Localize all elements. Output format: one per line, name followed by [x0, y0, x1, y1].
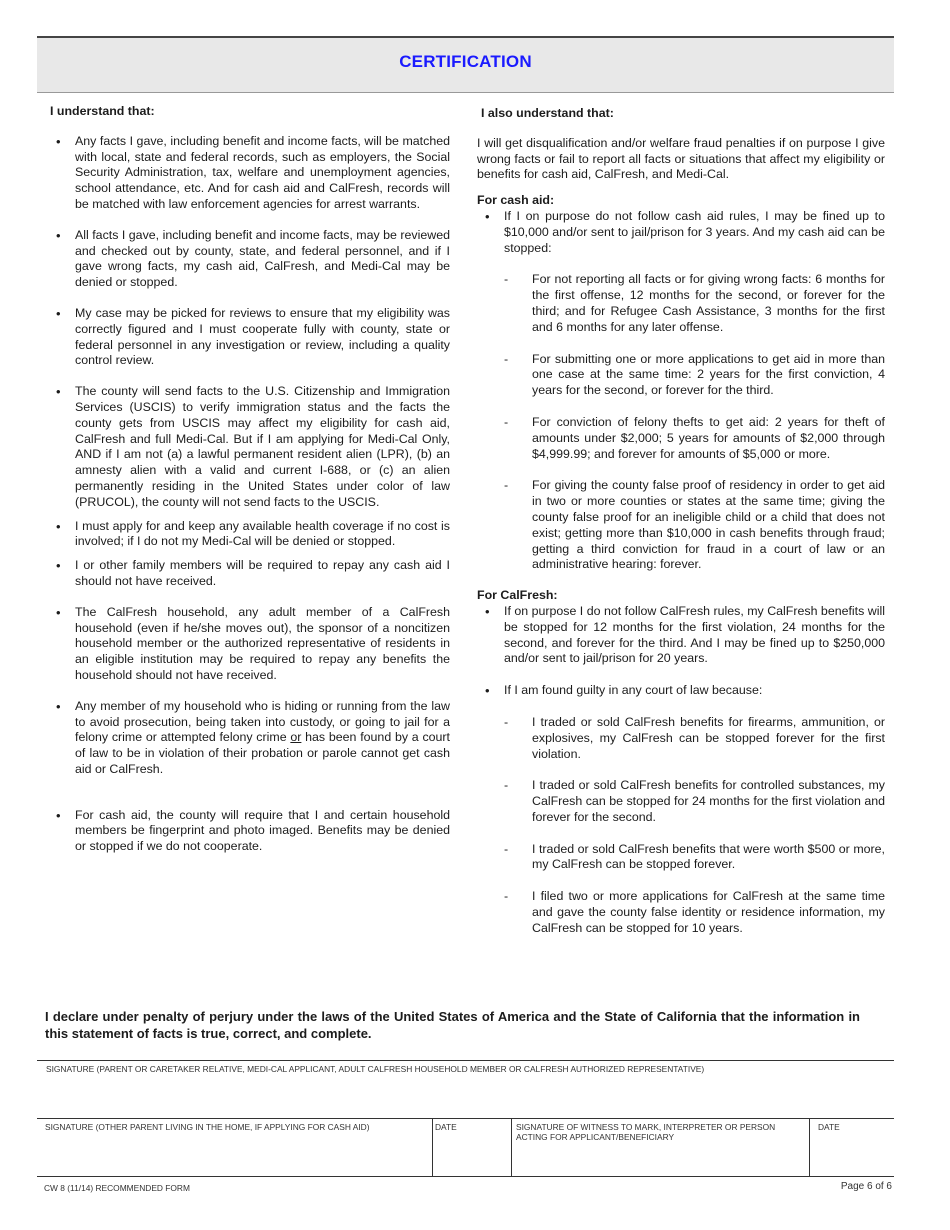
witness-date-label: DATE: [818, 1122, 840, 1132]
list-item-felony: [50, 699, 450, 778]
cash-aid-dash-list: [504, 272, 885, 573]
dash-item: - For submitting one or more applications to get aid in more than one case at the same time: 2 years for the first conviction, 4 years for the second, or forever for the third.: [504, 352, 885, 399]
right-intro: I will get disqualification and/or welfare fraud penalties if on purpose I give wrong facts or fail to report all facts or situations that affect my eligibility or benefits for cash aid, CalFresh, and Medi-Cal.: [477, 135, 885, 182]
list-item: [477, 683, 885, 937]
dash-item: - I traded or sold CalFresh benefits for controlled substances, my CalFresh can be stopped for 24 months for the first violation and forever for the second.: [504, 778, 885, 825]
signature-row: [37, 1118, 894, 1177]
cash-aid-heading: For cash aid:: [477, 193, 555, 208]
form-id: CW 8 (11/14) RECOMMENDED FORM: [44, 1183, 190, 1193]
dash-item: - I traded or sold CalFresh benefits for firearms, ammunition, or explosives, my CalFresh can be stopped forever for the first violation.: [504, 715, 885, 762]
perjury-declaration: I declare under penalty of perjury under the laws of the United States of America and the State of California that the information in this statement of facts is true, correct, and complete.: [45, 1009, 860, 1041]
list-item: • The CalFresh household, any adult member of a CalFresh household (even if he/she moves out), the sponsor of a noncitizen household member or the authorized representative of residents in an eligible institution may be required to repay any benefits the household should not have received.: [50, 605, 450, 684]
calfresh-dash-list: [504, 715, 885, 937]
date-field[interactable]: [432, 1119, 512, 1176]
list-item: [477, 209, 885, 573]
list-item: • For cash aid, the county will require that I and certain household members be fingerprint and photo imaged. Benefits may be denied or stopped if we do not cooperate.: [50, 808, 450, 855]
list-item: • I or other family members will be required to repay any cash aid I should not have received.: [50, 558, 450, 590]
calfresh-guilty-text: If I am found guilty in any court of law because:: [504, 683, 763, 698]
calfresh-list: [477, 604, 885, 937]
date-label: DATE: [435, 1122, 457, 1132]
other-parent-signature-label: SIGNATURE (OTHER PARENT LIVING IN THE HOME, IF APPLYING FOR CASH AID): [45, 1122, 370, 1132]
list-item: • Any facts I gave, including benefit and income facts, will be matched with local, state and federal records, such as employers, the Social Security Administration, tax, welfare and unemployment agencies, school attendance, etc. And for cash aid and CalFresh, records will be matched with law enforcement agencies for arrest warrants.: [50, 134, 450, 213]
certification-header: [37, 36, 894, 93]
right-column: [477, 106, 885, 937]
dash-item: - I traded or sold CalFresh benefits that were worth $500 or more, my CalFresh can be stopped forever.: [504, 842, 885, 874]
left-heading: I understand that:: [50, 104, 155, 118]
list-item: • My case may be picked for reviews to ensure that my eligibility was correctly figured and I must cooperate fully with county, state or federal personnel in any investigation or review, including a quality control review.: [50, 306, 450, 369]
left-column: [50, 104, 450, 870]
calfresh-heading: For CalFresh:: [477, 588, 558, 603]
witness-signature-label: SIGNATURE OF WITNESS TO MARK, INTERPRETER OR PERSON ACTING FOR APPLICANT/BENEFICIARY: [516, 1122, 776, 1142]
cash-aid-bullet-text: If I on purpose do not follow cash aid rules, I may be fined up to $10,000 and/or sent to jail/prison for 3 years. And my cash aid can be stopped:: [504, 208, 885, 255]
list-item: • If on purpose I do not follow CalFresh rules, my CalFresh benefits will be stopped for 12 months for the first violation, 24 months for the second, and forever for the third. And I may be fined up to $250,000 and/or sent to jail/prison for 20 years.: [477, 604, 885, 667]
page-title: CERTIFICATION: [399, 52, 532, 71]
other-parent-signature-field[interactable]: [37, 1119, 432, 1176]
cash-aid-list: [477, 209, 885, 573]
dash-item: - For giving the county false proof of residency in order to get aid in two or more counties or states at the same time; giving the county false proof for an ineligible child or a child that does not exist; getting more than $10,000 in cash benefits through fraud; getting a third conviction for fraud in a court of law or an administrative hearing: forever.: [504, 478, 885, 573]
felony-text-after: has been found by a court of law to be in violation of their probation or parole cannot get cash aid or CalFresh.: [75, 730, 450, 776]
page-number: Page 6 of 6: [840, 1181, 892, 1192]
primary-signature-field[interactable]: [37, 1060, 894, 1118]
dash-item: - For conviction of felony thefts to get aid: 2 years for theft of amounts under $2,000; 5 years for amounts of $2,000 through $4,999.99; and forever for amounts of $5,000 or more.: [504, 415, 885, 462]
dash-item: - I filed two or more applications for CalFresh at the same time and gave the county false identity or residence information, my CalFresh can be stopped for 10 years.: [504, 889, 885, 936]
felony-text-before: Any member of my household who is hiding or running from the law to avoid prosecution, being taken into custody, or going to jail for a felony crime or attempted felony crime: [75, 698, 450, 745]
witness-signature-field[interactable]: [511, 1119, 810, 1176]
list-item: • The county will send facts to the U.S. Citizenship and Immigration Services (USCIS) to verify immigration status and the facts the county gets from USCIS may affect my eligibility for cash aid, CalFresh and full Medi-Cal. But if I am applying for Medi-Cal Only, AND if I am not (a) a lawful permanent resident alien (LPR), (b) an amnesty alien with a valid and current I-688, or (c) an alien permanently residing in the United States under color of law (PRUCOL), the county will not send facts to the USCIS.: [50, 384, 450, 510]
dash-item: - For not reporting all facts or for giving wrong facts: 6 months for the first offense, 12 months for the second, or forever for the third; and for Refugee Cash Assistance, 3 months for the first and 6 months for any later offense.: [504, 272, 885, 335]
witness-date-field[interactable]: [809, 1119, 895, 1176]
list-item: • I must apply for and keep any available health coverage if no cost is involved; if I do not my Medi-Cal will be denied or stopped.: [50, 519, 450, 551]
left-bullet-list: [50, 134, 450, 855]
right-heading: I also understand that:: [481, 106, 614, 120]
primary-signature-label: SIGNATURE (PARENT OR CARETAKER RELATIVE, MEDI-CAL APPLICANT, ADULT CALFRESH HOUSEHOLD MEMBER OR CALFRESH AUTHORIZED REPRESENTATIVE): [46, 1064, 705, 1074]
list-item: • All facts I gave, including benefit and income facts, may be reviewed and checked out by county, state, and federal personnel, and if I gave wrong facts, my cash aid, CalFresh, and Medi-Cal may be denied or stopped.: [50, 228, 450, 291]
felony-text-underlined: or: [290, 730, 302, 745]
